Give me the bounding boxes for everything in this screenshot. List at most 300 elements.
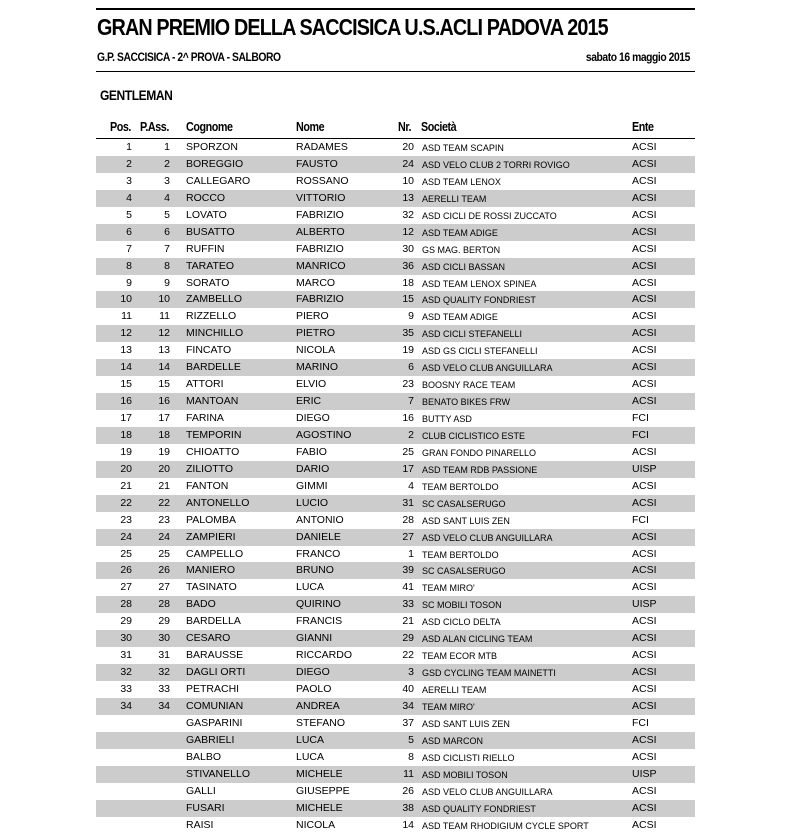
cell-pass: 7	[164, 242, 170, 255]
cell-ente: UISP	[632, 462, 657, 475]
cell-ente: ACSI	[632, 479, 657, 492]
cell-pos: 11	[121, 310, 132, 323]
cell-nr: 24	[402, 157, 414, 170]
cell-pass: 34	[158, 699, 170, 712]
cell-societa: TEAM MIRO'	[422, 583, 475, 594]
table-row	[96, 308, 695, 325]
cell-pass: 2	[164, 157, 170, 170]
cell-nr: 33	[402, 598, 414, 611]
cell-nome: ELVIO	[296, 378, 327, 391]
cell-societa: SC CASALSERUGO	[422, 566, 506, 577]
cell-nr: 32	[402, 208, 414, 221]
col-header-pass: P.Ass.	[140, 120, 169, 134]
cell-nome: GIANNI	[296, 632, 333, 645]
cell-cognome: TARATEO	[186, 259, 235, 272]
cell-pass: 31	[158, 649, 170, 662]
cell-pos: 8	[126, 259, 132, 272]
cell-nr: 11	[403, 767, 414, 780]
cell-pos: 31	[120, 649, 132, 662]
table-row	[96, 156, 695, 173]
cell-pos: 20	[120, 462, 132, 475]
table-row	[96, 241, 695, 258]
cell-cognome: FARINA	[186, 412, 224, 424]
cell-nr: 38	[402, 801, 414, 814]
cell-pos: 7	[126, 242, 132, 255]
cell-cognome: RUFFIN	[186, 242, 225, 255]
cell-pass: 11	[159, 310, 170, 323]
cell-pass: 23	[158, 513, 170, 526]
cell-cognome: SPORZON	[186, 141, 238, 153]
cell-ente: FCI	[632, 412, 649, 424]
table-row	[96, 562, 695, 579]
cell-societa: SC MOBILI TOSON	[422, 600, 502, 611]
cell-societa: ASD CICLI STEFANELLI	[422, 329, 523, 340]
table-row	[96, 495, 695, 512]
cell-ente: ACSI	[632, 259, 657, 272]
table-row	[96, 613, 695, 630]
table-row	[96, 647, 695, 664]
cell-nome: GIUSEPPE	[296, 784, 350, 797]
table-row	[96, 732, 695, 749]
cell-cognome: CALLEGARO	[186, 174, 251, 187]
cell-pos: 5	[126, 208, 132, 221]
cell-nr: 21	[402, 615, 414, 628]
cell-nr: 8	[408, 750, 414, 763]
cell-societa: ASD QUALITY FONDRIEST	[422, 803, 536, 814]
cell-pos: 13	[120, 344, 132, 357]
cell-cognome: GABRIELI	[186, 733, 235, 746]
table-row	[96, 478, 695, 495]
cell-societa: ASD VELO CLUB ANGUILLARA	[422, 363, 553, 374]
category-heading: GENTLEMAN	[100, 87, 173, 103]
cell-societa: ASD TEAM LENOX	[422, 176, 501, 187]
cell-societa: ASD QUALITY FONDRIEST	[422, 295, 536, 306]
cell-pass: 30	[158, 632, 170, 645]
table-row	[96, 512, 695, 529]
cell-nome: DIEGO	[296, 412, 330, 424]
table-row	[96, 546, 695, 563]
cell-nome: RADAMES	[296, 141, 348, 153]
cell-ente: ACSI	[632, 733, 657, 746]
cell-societa: AERELLI TEAM	[422, 193, 487, 204]
table-row	[96, 461, 695, 478]
cell-societa: ASD TEAM RDB PASSIONE	[422, 464, 538, 475]
cell-ente: ACSI	[632, 683, 657, 695]
cell-pos: 2	[126, 157, 132, 170]
cell-cognome: RAISI	[186, 818, 214, 831]
cell-pass: 26	[158, 564, 170, 577]
cell-pass: 9	[164, 276, 170, 289]
cell-nome: VITTORIO	[296, 191, 346, 204]
cell-societa: ASD MARCON	[422, 735, 484, 746]
cell-pass: 1	[164, 141, 170, 153]
cell-pos: 25	[120, 547, 132, 560]
cell-nr: 9	[408, 310, 414, 323]
cell-cognome: ATTORI	[186, 378, 224, 391]
col-header-societa: Società	[421, 120, 457, 134]
table-row	[96, 664, 695, 681]
cell-societa: TEAM BERTOLDO	[422, 481, 499, 492]
cell-ente: ACSI	[632, 293, 657, 306]
cell-societa: BUTTY ASD	[422, 414, 472, 424]
cell-cognome: ROCCO	[186, 191, 226, 204]
cell-cognome: ZILIOTTO	[186, 462, 234, 475]
cell-pass: 3	[164, 174, 170, 187]
cell-societa: SC CASALSERUGO	[422, 498, 506, 509]
table-row	[96, 376, 695, 393]
header-rule	[96, 71, 695, 72]
cell-nr: 10	[402, 174, 414, 187]
cell-cognome: BARDELLA	[186, 615, 241, 628]
cell-nr: 2	[408, 428, 414, 441]
cell-societa: ASD CICLISTI RIELLO	[422, 752, 515, 763]
cell-ente: ACSI	[632, 530, 657, 543]
cell-pos: 32	[120, 666, 132, 679]
cell-pos: 19	[120, 445, 132, 458]
cell-cognome: MINCHILLO	[186, 327, 244, 340]
cell-nome: LUCA	[296, 750, 325, 763]
cell-societa: ASD GS CICLI STEFANELLI	[422, 346, 538, 357]
cell-societa: GRAN FONDO PINARELLO	[422, 447, 537, 458]
cell-nome: ANDREA	[296, 699, 340, 712]
cell-ente: UISP	[632, 767, 657, 780]
cell-nome: LUCA	[296, 733, 325, 746]
cell-societa: ASD SANT LUIS ZEN	[422, 515, 510, 526]
cell-pos: 22	[120, 496, 132, 509]
cell-cognome: TEMPORIN	[186, 428, 242, 441]
top-rule	[96, 8, 695, 10]
table-row	[96, 291, 695, 308]
table-row	[96, 275, 695, 292]
cell-nome: FABIO	[296, 445, 327, 458]
cell-ente: ACSI	[632, 496, 657, 509]
cell-societa: ASD TEAM ADIGE	[422, 227, 498, 238]
cell-nome: FRANCIS	[296, 615, 343, 628]
table-row	[96, 325, 695, 342]
cell-ente: ACSI	[632, 818, 657, 831]
cell-nome: QUIRINO	[296, 598, 341, 611]
cell-nome: MARINO	[296, 361, 338, 374]
cell-cognome: PALOMBA	[186, 513, 236, 526]
cell-nr: 23	[402, 378, 414, 391]
cell-cognome: TASINATO	[186, 581, 237, 594]
cell-societa: ASD VELO CLUB 2 TORRI ROVIGO	[422, 159, 570, 170]
cell-ente: ACSI	[632, 361, 657, 374]
cell-pos: 18	[120, 428, 132, 441]
table-row	[96, 596, 695, 613]
cell-nome: FAUSTO	[296, 157, 338, 170]
cell-societa: ASD CICLO DELTA	[422, 617, 501, 628]
cell-ente: FCI	[632, 716, 649, 729]
cell-cognome: CHIOATTO	[186, 445, 240, 458]
cell-cognome: CAMPELLO	[186, 547, 244, 560]
cell-nome: NICOLA	[296, 818, 336, 831]
cell-cognome: PETRACHI	[186, 683, 240, 695]
cell-societa: ASD TEAM LENOX SPINEA	[422, 278, 537, 289]
cell-ente: ACSI	[632, 327, 657, 340]
race-subtitle: G.P. SACCISICA - 2^ PROVA - SALBORO	[97, 50, 281, 64]
cell-pos: 29	[120, 615, 132, 628]
cell-cognome: FANTON	[186, 479, 229, 492]
table-row	[96, 800, 695, 817]
cell-pass: 17	[158, 412, 170, 424]
cell-pass: 5	[164, 208, 170, 221]
cell-societa: ASD VELO CLUB ANGUILLARA	[422, 532, 553, 543]
cell-nome: LUCA	[296, 581, 325, 594]
table-row	[96, 427, 695, 444]
cell-nome: PIERO	[296, 310, 329, 323]
cell-pos: 26	[120, 564, 132, 577]
cell-nr: 39	[402, 564, 414, 577]
page-title: GRAN PREMIO DELLA SACCISICA U.S.ACLI PADOVA 2015	[97, 14, 608, 40]
cell-nr: 25	[402, 445, 414, 458]
cell-ente: ACSI	[632, 581, 657, 594]
cell-ente: ACSI	[632, 649, 657, 662]
table-row	[96, 783, 695, 800]
cell-ente: ACSI	[632, 547, 657, 560]
cell-ente: ACSI	[632, 157, 657, 170]
cell-cognome: MANTOAN	[186, 395, 239, 408]
cell-cognome: RIZZELLO	[186, 310, 237, 323]
cell-ente: ACSI	[632, 276, 657, 289]
cell-ente: ACSI	[632, 225, 657, 238]
cell-nome: ALBERTO	[296, 225, 345, 238]
cell-nome: NICOLA	[296, 344, 336, 357]
cell-ente: FCI	[632, 428, 649, 441]
cell-nome: AGOSTINO	[296, 428, 352, 441]
cell-cognome: SORATO	[186, 276, 230, 289]
cell-pass: 25	[158, 547, 170, 560]
cell-pos: 14	[120, 361, 132, 374]
cell-societa: TEAM MIRO'	[422, 701, 475, 712]
cell-nome: MICHELE	[296, 801, 343, 814]
cell-nr: 6	[408, 361, 414, 374]
cell-ente: ACSI	[632, 784, 657, 797]
cell-ente: ACSI	[632, 378, 657, 391]
cell-nr: 13	[402, 191, 414, 204]
cell-cognome: COMUNIAN	[186, 699, 244, 712]
table-row	[96, 817, 695, 834]
results-table	[96, 139, 695, 833]
cell-pos: 3	[126, 174, 132, 187]
cell-nome: FRANCO	[296, 547, 341, 560]
cell-pass: 16	[158, 395, 170, 408]
table-row	[96, 698, 695, 715]
cell-nr: 37	[402, 716, 414, 729]
col-header-ente: Ente	[632, 120, 654, 134]
table-header	[96, 118, 695, 139]
cell-nr: 30	[402, 242, 414, 255]
cell-nome: LUCIO	[296, 496, 329, 509]
cell-pass: 20	[158, 462, 170, 475]
cell-societa: ASD CICLI BASSAN	[422, 261, 506, 272]
cell-nr: 1	[408, 547, 414, 560]
cell-nr: 16	[402, 412, 414, 424]
cell-ente: ACSI	[632, 174, 657, 187]
cell-cognome: BARDELLE	[186, 361, 241, 374]
cell-nr: 15	[402, 293, 414, 306]
cell-pass: 24	[158, 530, 170, 543]
table-row	[96, 715, 695, 732]
cell-ente: ACSI	[632, 750, 657, 763]
cell-societa: BENATO BIKES FRW	[422, 397, 511, 408]
cell-cognome: GASPARINI	[186, 716, 243, 729]
col-header-nr: Nr.	[398, 120, 412, 134]
cell-societa: ASD TEAM RHODIGIUM CYCLE SPORT	[422, 820, 589, 831]
cell-pass: 13	[158, 344, 170, 357]
cell-nr: 19	[402, 344, 414, 357]
cell-ente: ACSI	[632, 666, 657, 679]
cell-cognome: BALBO	[186, 750, 222, 763]
cell-nome: DANIELE	[296, 530, 341, 543]
cell-nr: 27	[402, 530, 414, 543]
cell-cognome: BADO	[186, 598, 216, 611]
cell-ente: UISP	[632, 598, 657, 611]
cell-pass: 28	[158, 598, 170, 611]
table-row	[96, 681, 695, 698]
cell-societa: ASD CICLI DE ROSSI ZUCCATO	[422, 210, 557, 221]
cell-nome: FABRIZIO	[296, 208, 344, 221]
cell-nr: 41	[402, 581, 414, 594]
cell-societa: CLUB CICLISTICO ESTE	[422, 430, 526, 441]
cell-societa: ASD ALAN CICLING TEAM	[422, 634, 533, 645]
cell-pos: 21	[120, 479, 132, 492]
cell-nome: BRUNO	[296, 564, 334, 577]
cell-pass: 8	[164, 259, 170, 272]
cell-nome: PIETRO	[296, 327, 336, 340]
cell-nome: MICHELE	[296, 767, 343, 780]
cell-ente: ACSI	[632, 564, 657, 577]
cell-nome: GIMMI	[296, 479, 328, 492]
cell-ente: ACSI	[632, 801, 657, 814]
cell-nr: 22	[402, 649, 414, 662]
cell-cognome: BARAUSSE	[186, 649, 244, 662]
cell-societa: ASD SANT LUIS ZEN	[422, 718, 510, 729]
cell-nr: 14	[402, 818, 414, 831]
cell-ente: ACSI	[632, 208, 657, 221]
cell-nome: FABRIZIO	[296, 293, 344, 306]
cell-societa: GSD CYCLING TEAM MAINETTI	[422, 668, 556, 679]
table-row	[96, 749, 695, 766]
cell-pos: 12	[120, 327, 132, 340]
cell-pos: 10	[120, 293, 132, 306]
table-row	[96, 444, 695, 461]
cell-nr: 4	[408, 479, 414, 492]
cell-ente: ACSI	[632, 141, 657, 153]
cell-ente: ACSI	[632, 242, 657, 255]
cell-pos: 6	[126, 225, 132, 238]
cell-cognome: ZAMBELLO	[186, 293, 243, 306]
cell-pos: 4	[126, 191, 132, 204]
cell-ente: ACSI	[632, 615, 657, 628]
cell-nr: 26	[402, 784, 414, 797]
cell-pass: 15	[158, 378, 170, 391]
cell-nome: STEFANO	[296, 716, 346, 729]
table-row	[96, 139, 695, 156]
cell-pass: 33	[158, 683, 170, 695]
cell-pos: 24	[120, 530, 132, 543]
cell-pass: 14	[158, 361, 170, 374]
cell-pass: 6	[164, 225, 170, 238]
cell-nr: 28	[402, 513, 414, 526]
cell-ente: ACSI	[632, 632, 657, 645]
cell-nr: 3	[408, 666, 414, 679]
cell-cognome: BOREGGIO	[186, 157, 244, 170]
cell-nr: 18	[402, 276, 414, 289]
cell-pass: 27	[158, 581, 170, 594]
cell-nr: 12	[402, 225, 414, 238]
cell-pos: 27	[120, 581, 132, 594]
col-header-pos: Pos.	[110, 120, 131, 134]
cell-societa: ASD VELO CLUB ANGUILLARA	[422, 786, 553, 797]
cell-nome: ERIC	[296, 395, 322, 408]
cell-cognome: ANTONELLO	[186, 496, 250, 509]
cell-nr: 40	[402, 683, 414, 695]
cell-nr: 35	[402, 327, 414, 340]
cell-ente: ACSI	[632, 395, 657, 408]
cell-pos: 33	[120, 683, 132, 695]
table-row	[96, 393, 695, 410]
table-row	[96, 190, 695, 207]
cell-nome: PAOLO	[296, 683, 332, 695]
cell-pass: 32	[158, 666, 170, 679]
cell-ente: ACSI	[632, 699, 657, 712]
cell-pos: 9	[126, 276, 132, 289]
cell-pos: 17	[120, 412, 132, 424]
cell-nr: 34	[402, 699, 414, 712]
cell-nome: FABRIZIO	[296, 242, 344, 255]
cell-nome: ROSSANO	[296, 174, 349, 187]
race-date: sabato 16 maggio 2015	[586, 50, 690, 64]
cell-cognome: LOVATO	[186, 208, 227, 221]
cell-pass: 18	[158, 428, 170, 441]
cell-nr: 29	[402, 632, 414, 645]
cell-ente: ACSI	[632, 445, 657, 458]
cell-nr: 7	[408, 395, 414, 408]
cell-nr: 5	[408, 733, 414, 746]
cell-cognome: DAGLI ORTI	[186, 666, 246, 679]
col-header-cognome: Cognome	[186, 120, 233, 134]
cell-cognome: BUSATTO	[186, 225, 235, 238]
cell-nr: 36	[402, 259, 414, 272]
table-row	[96, 579, 695, 596]
cell-pos: 1	[126, 141, 132, 153]
cell-cognome: FUSARI	[186, 801, 225, 814]
table-row	[96, 258, 695, 275]
table-row	[96, 207, 695, 224]
cell-cognome: FINCATO	[186, 344, 232, 357]
cell-pass: 21	[158, 479, 170, 492]
col-header-nome: Nome	[296, 120, 325, 134]
cell-cognome: ZAMPIERI	[186, 530, 236, 543]
cell-societa: ASD TEAM ADIGE	[422, 312, 498, 323]
table-row	[96, 359, 695, 376]
cell-societa: GS MAG. BERTON	[422, 244, 501, 255]
cell-pass: 4	[164, 191, 170, 204]
cell-societa: TEAM ECOR MTB	[422, 651, 498, 662]
cell-societa: AERELLI TEAM	[422, 685, 487, 695]
cell-ente: FCI	[632, 513, 649, 526]
table-row	[96, 630, 695, 647]
cell-societa: ASD MOBILI TOSON	[422, 769, 508, 780]
cell-cognome: GALLI	[186, 784, 216, 797]
cell-societa: BOOSNY RACE TEAM	[422, 380, 516, 391]
cell-pass: 10	[158, 293, 170, 306]
cell-nr: 17	[402, 462, 414, 475]
cell-pos: 15	[120, 378, 132, 391]
table-row	[96, 766, 695, 783]
cell-nome: MARCO	[296, 276, 336, 289]
